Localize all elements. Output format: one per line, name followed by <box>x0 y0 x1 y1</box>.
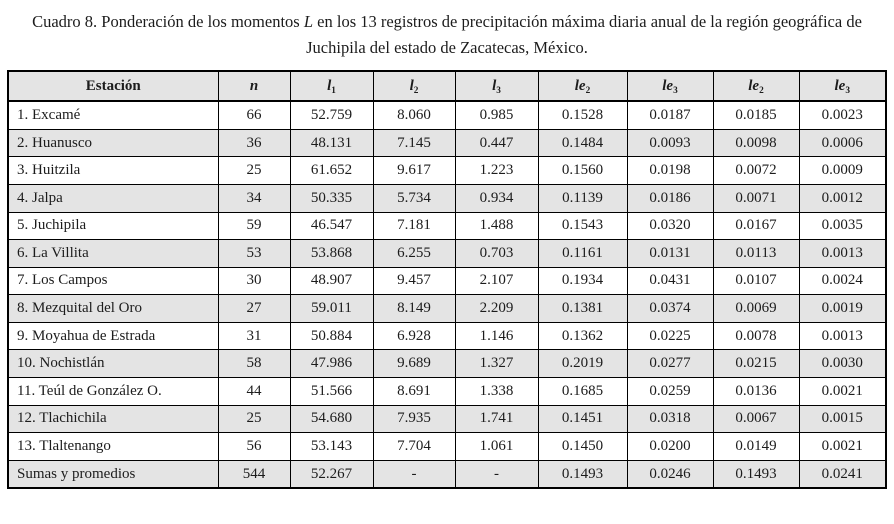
value-cell: 27 <box>218 295 290 323</box>
value-cell: 50.884 <box>290 322 373 350</box>
value-cell: 53.143 <box>290 433 373 461</box>
station-cell: 4. Jalpa <box>8 184 218 212</box>
value-cell: 0.0015 <box>799 405 886 433</box>
value-cell: 7.704 <box>373 433 455 461</box>
value-cell: 61.652 <box>290 157 373 185</box>
value-cell: 0.0225 <box>627 322 713 350</box>
value-cell: 0.0136 <box>713 378 799 406</box>
station-cell: 10. Nochistlán <box>8 350 218 378</box>
column-header-label: n <box>249 77 259 94</box>
table-row <box>8 322 886 350</box>
value-cell: 0.0013 <box>799 240 886 268</box>
column-header-subscript: 3 <box>845 85 850 96</box>
table-row <box>8 405 886 433</box>
value-cell: 0.0374 <box>627 295 713 323</box>
value-cell: 0.2019 <box>538 350 627 378</box>
value-cell: 8.149 <box>373 295 455 323</box>
value-cell: 0.1484 <box>538 129 627 157</box>
column-header-6 <box>627 71 713 101</box>
table-row <box>8 101 886 129</box>
value-cell: 1.146 <box>455 322 538 350</box>
value-cell: 8.691 <box>373 378 455 406</box>
value-cell: 0.0013 <box>799 322 886 350</box>
column-header-label: l <box>492 77 497 94</box>
column-header-7 <box>713 71 799 101</box>
column-header-subscript: 3 <box>673 85 678 96</box>
value-cell: 44 <box>218 378 290 406</box>
column-header-8 <box>799 71 886 101</box>
column-header-3 <box>373 71 455 101</box>
value-cell: 0.1543 <box>538 212 627 240</box>
table-row <box>8 378 886 406</box>
value-cell: 1.061 <box>455 433 538 461</box>
value-cell: 25 <box>218 405 290 433</box>
column-header-subscript: 2 <box>585 85 591 96</box>
value-cell: 0.0187 <box>627 101 713 129</box>
value-cell: 59.011 <box>290 295 373 323</box>
value-cell: 0.1934 <box>538 267 627 295</box>
value-cell: 0.1362 <box>538 322 627 350</box>
column-header-label: l <box>409 77 414 94</box>
value-cell: 0.0030 <box>799 350 886 378</box>
table-row <box>8 295 886 323</box>
station-cell: 12. Tlachichila <box>8 405 218 433</box>
station-cell: 5. Juchipila <box>8 212 218 240</box>
value-cell: 0.1451 <box>538 405 627 433</box>
value-cell: 7.935 <box>373 405 455 433</box>
station-cell: 9. Moyahua de Estrada <box>8 322 218 350</box>
table-header-row <box>8 71 886 101</box>
table-row <box>8 157 886 185</box>
footer-value-cell: - <box>455 460 538 488</box>
footer-label-cell: Sumas y promedios <box>8 460 218 488</box>
value-cell: 0.0186 <box>627 184 713 212</box>
value-cell: 30 <box>218 267 290 295</box>
value-cell: 9.689 <box>373 350 455 378</box>
value-cell: 1.327 <box>455 350 538 378</box>
value-cell: 53.868 <box>290 240 373 268</box>
station-cell: 13. Tlaltenango <box>8 433 218 461</box>
column-header-5 <box>538 71 627 101</box>
table-row <box>8 184 886 212</box>
value-cell: 7.181 <box>373 212 455 240</box>
station-cell: 8. Mezquital del Oro <box>8 295 218 323</box>
value-cell: 47.986 <box>290 350 373 378</box>
footer-value-cell: 544 <box>218 460 290 488</box>
station-cell: 2. Huanusco <box>8 129 218 157</box>
column-header-0 <box>8 71 218 101</box>
station-cell: 7. Los Campos <box>8 267 218 295</box>
station-cell: 11. Teúl de González O. <box>8 378 218 406</box>
value-cell: 0.0006 <box>799 129 886 157</box>
value-cell: 0.0107 <box>713 267 799 295</box>
value-cell: 6.928 <box>373 322 455 350</box>
column-header-label: le <box>834 77 846 94</box>
value-cell: 0.0024 <box>799 267 886 295</box>
value-cell: 0.985 <box>455 101 538 129</box>
value-cell: 0.0009 <box>799 157 886 185</box>
table-row <box>8 433 886 461</box>
value-cell: 48.131 <box>290 129 373 157</box>
footer-value-cell: 0.0246 <box>627 460 713 488</box>
table-row <box>8 350 886 378</box>
table-row <box>8 212 886 240</box>
column-header-2 <box>290 71 373 101</box>
footer-value-cell: 0.1493 <box>713 460 799 488</box>
value-cell: 0.1139 <box>538 184 627 212</box>
value-cell: 1.741 <box>455 405 538 433</box>
value-cell: 7.145 <box>373 129 455 157</box>
value-cell: 0.0167 <box>713 212 799 240</box>
table-row <box>8 129 886 157</box>
table-footer-row <box>8 460 886 488</box>
value-cell: 0.0113 <box>713 240 799 268</box>
value-cell: 36 <box>218 129 290 157</box>
value-cell: 0.0259 <box>627 378 713 406</box>
value-cell: 0.0149 <box>713 433 799 461</box>
column-header-4 <box>455 71 538 101</box>
value-cell: 0.0131 <box>627 240 713 268</box>
value-cell: 0.1528 <box>538 101 627 129</box>
column-header-subscript: 2 <box>413 85 419 96</box>
value-cell: 46.547 <box>290 212 373 240</box>
value-cell: 0.0072 <box>713 157 799 185</box>
caption-segment: Cuadro 8. Ponderación de los momentos <box>32 12 304 31</box>
value-cell: 59 <box>218 212 290 240</box>
value-cell: 58 <box>218 350 290 378</box>
value-cell: 54.680 <box>290 405 373 433</box>
value-cell: 0.1560 <box>538 157 627 185</box>
value-cell: 0.0035 <box>799 212 886 240</box>
value-cell: 0.0019 <box>799 295 886 323</box>
value-cell: 0.0320 <box>627 212 713 240</box>
value-cell: 1.488 <box>455 212 538 240</box>
l-moments-table <box>7 70 887 489</box>
value-cell: 0.0021 <box>799 378 886 406</box>
value-cell: 0.934 <box>455 184 538 212</box>
value-cell: 9.617 <box>373 157 455 185</box>
value-cell: 56 <box>218 433 290 461</box>
value-cell: 25 <box>218 157 290 185</box>
value-cell: 0.0067 <box>713 405 799 433</box>
value-cell: 34 <box>218 184 290 212</box>
value-cell: 2.107 <box>455 267 538 295</box>
value-cell: 6.255 <box>373 240 455 268</box>
value-cell: 0.1450 <box>538 433 627 461</box>
station-cell: 1. Excamé <box>8 101 218 129</box>
value-cell: 5.734 <box>373 184 455 212</box>
table-caption <box>19 0 875 60</box>
caption-segment: L <box>303 12 314 31</box>
value-cell: 0.0098 <box>713 129 799 157</box>
station-cell: 3. Huitzila <box>8 157 218 185</box>
column-header-subscript: 1 <box>331 85 336 96</box>
value-cell: 1.223 <box>455 157 538 185</box>
value-cell: 8.060 <box>373 101 455 129</box>
value-cell: 0.0318 <box>627 405 713 433</box>
value-cell: 1.338 <box>455 378 538 406</box>
value-cell: 0.0185 <box>713 101 799 129</box>
value-cell: 48.907 <box>290 267 373 295</box>
column-header-label: l <box>327 77 332 94</box>
value-cell: 31 <box>218 322 290 350</box>
value-cell: 0.0021 <box>799 433 886 461</box>
value-cell: 0.0078 <box>713 322 799 350</box>
value-cell: 0.1685 <box>538 378 627 406</box>
table-row <box>8 240 886 268</box>
value-cell: 0.0069 <box>713 295 799 323</box>
column-header-subscript: 2 <box>759 85 764 96</box>
value-cell: 0.0093 <box>627 129 713 157</box>
value-cell: 0.0215 <box>713 350 799 378</box>
value-cell: 51.566 <box>290 378 373 406</box>
value-cell: 50.335 <box>290 184 373 212</box>
value-cell: 66 <box>218 101 290 129</box>
column-header-subscript: 3 <box>496 85 501 96</box>
column-header-label: le <box>662 77 674 94</box>
value-cell: 0.0431 <box>627 267 713 295</box>
footer-value-cell: 52.267 <box>290 460 373 488</box>
column-header-label: Estación <box>85 77 141 94</box>
column-header-label: le <box>748 77 760 94</box>
footer-value-cell: 0.1493 <box>538 460 627 488</box>
value-cell: 0.1161 <box>538 240 627 268</box>
value-cell: 2.209 <box>455 295 538 323</box>
value-cell: 0.0023 <box>799 101 886 129</box>
value-cell: 0.1381 <box>538 295 627 323</box>
value-cell: 0.447 <box>455 129 538 157</box>
value-cell: 53 <box>218 240 290 268</box>
value-cell: 0.0012 <box>799 184 886 212</box>
value-cell: 52.759 <box>290 101 373 129</box>
value-cell: 0.0198 <box>627 157 713 185</box>
caption-segment: en los 13 registros de precipitación máxima diaria anual de la región geográfica de Juchipila del estado de Zacatecas, México. <box>306 12 862 57</box>
value-cell: 0.703 <box>455 240 538 268</box>
value-cell: 0.0277 <box>627 350 713 378</box>
footer-value-cell: - <box>373 460 455 488</box>
column-header-label: le <box>574 77 586 94</box>
value-cell: 0.0200 <box>627 433 713 461</box>
column-header-1 <box>218 71 290 101</box>
table-row <box>8 267 886 295</box>
station-cell: 6. La Villita <box>8 240 218 268</box>
value-cell: 0.0071 <box>713 184 799 212</box>
value-cell: 9.457 <box>373 267 455 295</box>
footer-value-cell: 0.0241 <box>799 460 886 488</box>
